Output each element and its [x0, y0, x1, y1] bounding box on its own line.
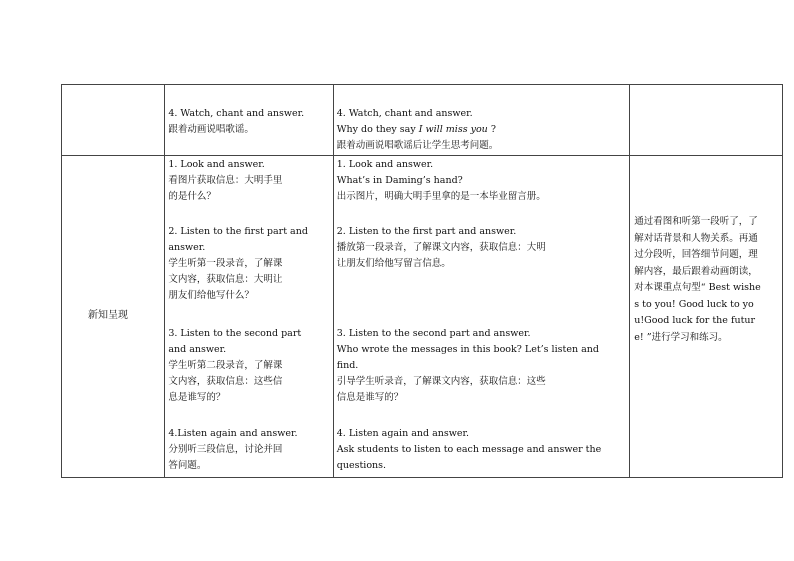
student-text: 文内容，获取信息：大明让: [168, 274, 283, 285]
lesson-plan-table: [61, 84, 783, 478]
student-text: 4.Listen again and answer.: [168, 428, 298, 439]
student-text: 1. Look and answer.: [168, 159, 265, 170]
teacher-activity-cell: [333, 156, 629, 478]
teacher-text: 跟着动画说唱歌谣后让学生思考问题。: [336, 140, 499, 151]
design-intent-text: 通过看图和听第一段听了，了解对话背景和人物关系。再通过分段听，回答细节问题，理解内容，最后跟着动画朗读，对本课重点句型“ Best wishes to you! Good luck to you!Good luck for the future! ”进行学习和练习。: [634, 216, 761, 343]
teacher-text: What’s in Daming’s hand?: [336, 175, 463, 186]
teacher-question: Why do they say I will miss you ?: [336, 124, 496, 135]
teacher-text: 信息是谁写的？: [336, 392, 404, 403]
student-activity-cell: [165, 156, 333, 478]
teacher-text: Ask students to listen to each message and answer the: [336, 444, 602, 455]
student-text: 3. Listen to the second part: [168, 328, 302, 339]
teacher-activity-cell: [333, 85, 629, 156]
student-text: 看图片获取信息：大明手里: [168, 175, 283, 186]
stage-cell: [62, 156, 165, 478]
teacher-text: questions.: [336, 460, 387, 471]
teacher-text: 让朋友们给他写留言信息。: [336, 258, 451, 269]
student-text: 的是什么？: [168, 191, 216, 202]
student-text: 分别听三段信息，讨论并回: [168, 444, 283, 455]
teacher-text: 1. Look and answer.: [336, 159, 434, 170]
student-text: 学生听第二段录音，了解课: [168, 360, 283, 371]
student-text: 2. Listen to the first part and: [168, 226, 308, 237]
design-intent-cell-empty: [630, 85, 783, 156]
design-intent-cell: [630, 156, 783, 478]
table-row: [62, 156, 783, 478]
teacher-text: 播放第一段录音，了解课文内容，获取信息：大明: [336, 242, 546, 253]
student-text: 息是谁写的？: [168, 392, 226, 403]
teacher-text: 出示图片，明确大明手里拿的是一本毕业留言册。: [336, 191, 546, 202]
teacher-text: 3. Listen to the second part and answer.: [336, 328, 531, 339]
teacher-text: find.: [336, 360, 359, 371]
teacher-text: 4. Listen again and answer.: [336, 428, 470, 439]
student-text: answer.: [168, 242, 206, 253]
teacher-text: 2. Listen to the first part and answer.: [336, 226, 517, 237]
student-text: and answer.: [168, 344, 227, 355]
stage-label: 新知呈现: [88, 310, 128, 321]
student-text: 答问题。: [168, 460, 207, 471]
table-row: [62, 85, 783, 156]
stage-cell-empty: [62, 85, 165, 156]
student-text: 跟着动画说唱歌谣。: [168, 124, 254, 135]
student-text: 学生听第一段录音，了解课: [168, 258, 283, 269]
teacher-text: 引导学生听录音，了解课文内容，获取信息：这些: [336, 376, 546, 387]
teacher-text: Who wrote the messages in this book? Let’s listen and: [336, 344, 599, 355]
student-text: 4. Watch, chant and answer.: [168, 108, 305, 119]
student-text: 文内容，获取信息：这些信: [168, 376, 283, 387]
student-text: 朋友们给他写什么？: [168, 290, 254, 301]
student-activity-cell: [165, 85, 333, 156]
teacher-text: 4. Watch, chant and answer.: [336, 108, 473, 119]
